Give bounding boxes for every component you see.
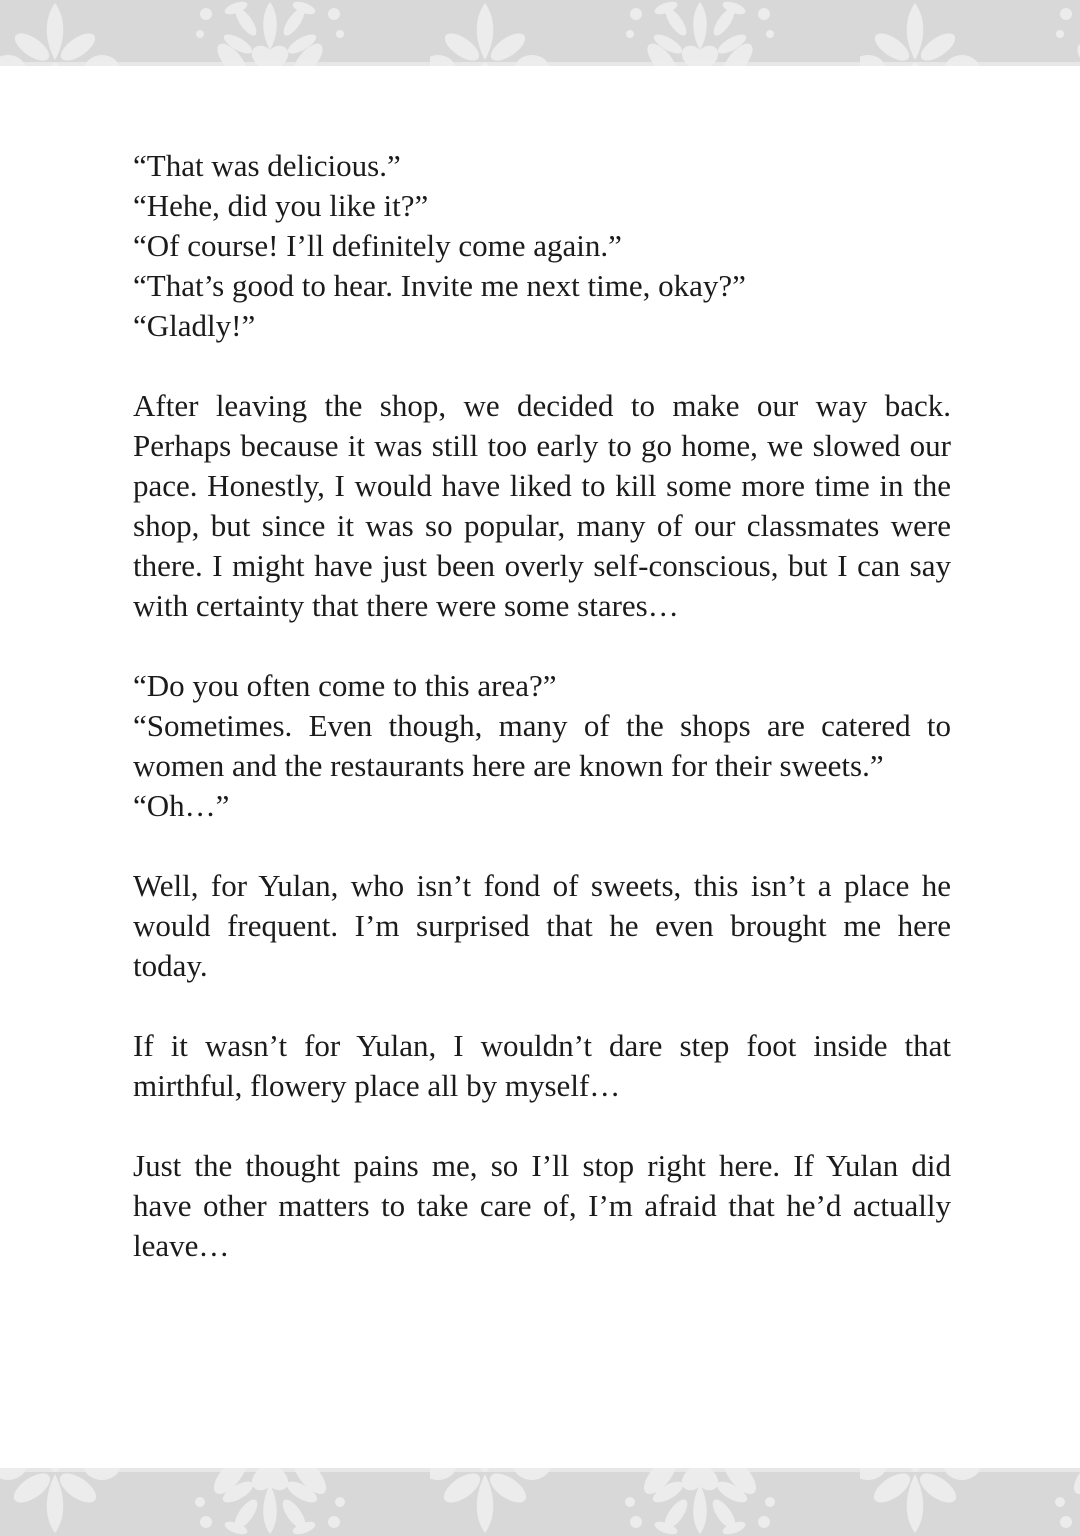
damask-border-bottom bbox=[0, 1468, 1080, 1536]
dialogue-paragraph: “Sometimes. Even though, many of the shops are catered to women and the restaurants here are known for their sweets.” bbox=[133, 708, 951, 783]
damask-border-top bbox=[0, 0, 1080, 66]
page-text bbox=[133, 146, 951, 1266]
dialogue-line: “Hehe, did you like it?” bbox=[133, 188, 429, 223]
narration-paragraph: Just the thought pains me, so I’ll stop right here. If Yulan did have other matters to take care of, I’m afraid that he’d actually leave… bbox=[133, 1148, 951, 1263]
narration-paragraph: After leaving the shop, we decided to make our way back. Perhaps because it was still too early to go home, we slowed our pace. Honestly, I would have liked to kill some more time in the shop, but since it was so popular, many of our classmates were there. I might have just been overly self-conscious, but I can say with certainty that there were some stares… bbox=[133, 388, 951, 623]
narration-paragraph: If it wasn’t for Yulan, I wouldn’t dare step foot inside that mirthful, flowery place all by myself… bbox=[133, 1028, 951, 1103]
dialogue-line: “Of course! I’ll definitely come again.” bbox=[133, 228, 622, 263]
dialogue-line: “Gladly!” bbox=[133, 308, 256, 343]
dialogue-line: “Oh…” bbox=[133, 788, 230, 823]
dialogue-line: “That’s good to hear. Invite me next time, okay?” bbox=[133, 268, 746, 303]
dialogue-line: “That was delicious.” bbox=[133, 148, 401, 183]
narration-paragraph: Well, for Yulan, who isn’t fond of sweets, this isn’t a place he would frequent. I’m surprised that he even brought me here today. bbox=[133, 868, 951, 983]
damask-pattern-icon bbox=[0, 1468, 1080, 1536]
dialogue-line: “Do you often come to this area?” bbox=[133, 668, 557, 703]
damask-pattern-icon bbox=[0, 0, 1080, 66]
